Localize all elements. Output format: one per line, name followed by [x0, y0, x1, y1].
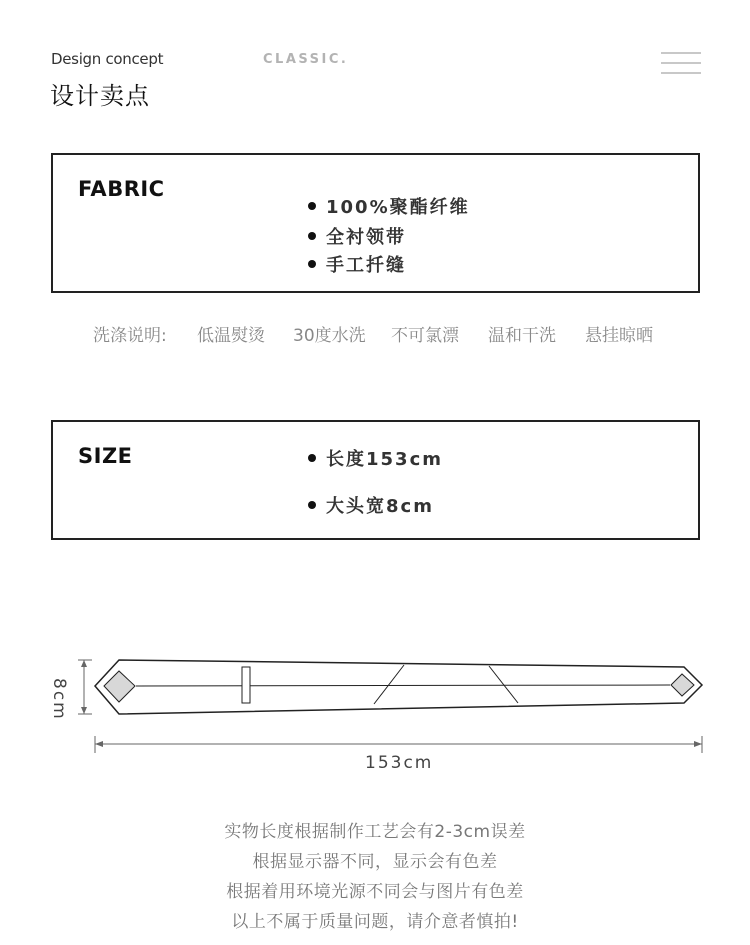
tie-shape [95, 660, 702, 714]
size-item: 长度153cm [308, 445, 443, 471]
fabric-item: 手工扦缝 [308, 251, 406, 277]
size-item: 大头宽8cm [308, 492, 434, 518]
note-line: 根据着用环境光源不同会与图片有色差 [226, 882, 524, 902]
fabric-item: 100%聚酯纤维 [308, 193, 470, 219]
section-title-cn: 设计卖点 [50, 82, 150, 110]
length-dimension [95, 736, 702, 753]
menu-icon[interactable] [661, 52, 701, 76]
size-title: SIZE [78, 444, 133, 468]
fabric-box [51, 153, 700, 293]
width-dimension [78, 660, 92, 714]
note-line: 根据显示器不同，显示会有色差 [252, 852, 498, 872]
tie-diagram [0, 640, 750, 770]
fabric-item: 全衬领带 [308, 223, 406, 249]
wash-item: 低温熨烫 [197, 326, 265, 346]
fabric-title: FABRIC [78, 177, 165, 201]
note-line: 实物长度根据制作工艺会有2-3cm误差 [224, 822, 526, 842]
classic-label: CLASSIC. [263, 52, 349, 67]
length-label: 153cm [365, 753, 434, 773]
size-box [51, 420, 700, 540]
wash-item: 30度水洗 [293, 326, 366, 346]
wash-item: 不可氯漂 [391, 326, 459, 346]
note-line: 以上不属于质量问题，请介意者慎拍! [231, 912, 519, 932]
wash-label: 洗涤说明: [93, 326, 167, 346]
wash-item: 温和干洗 [488, 326, 556, 346]
section-title-en: Design concept [51, 50, 164, 68]
width-label: 8cm [49, 678, 69, 721]
wash-item: 悬挂晾晒 [585, 326, 653, 346]
